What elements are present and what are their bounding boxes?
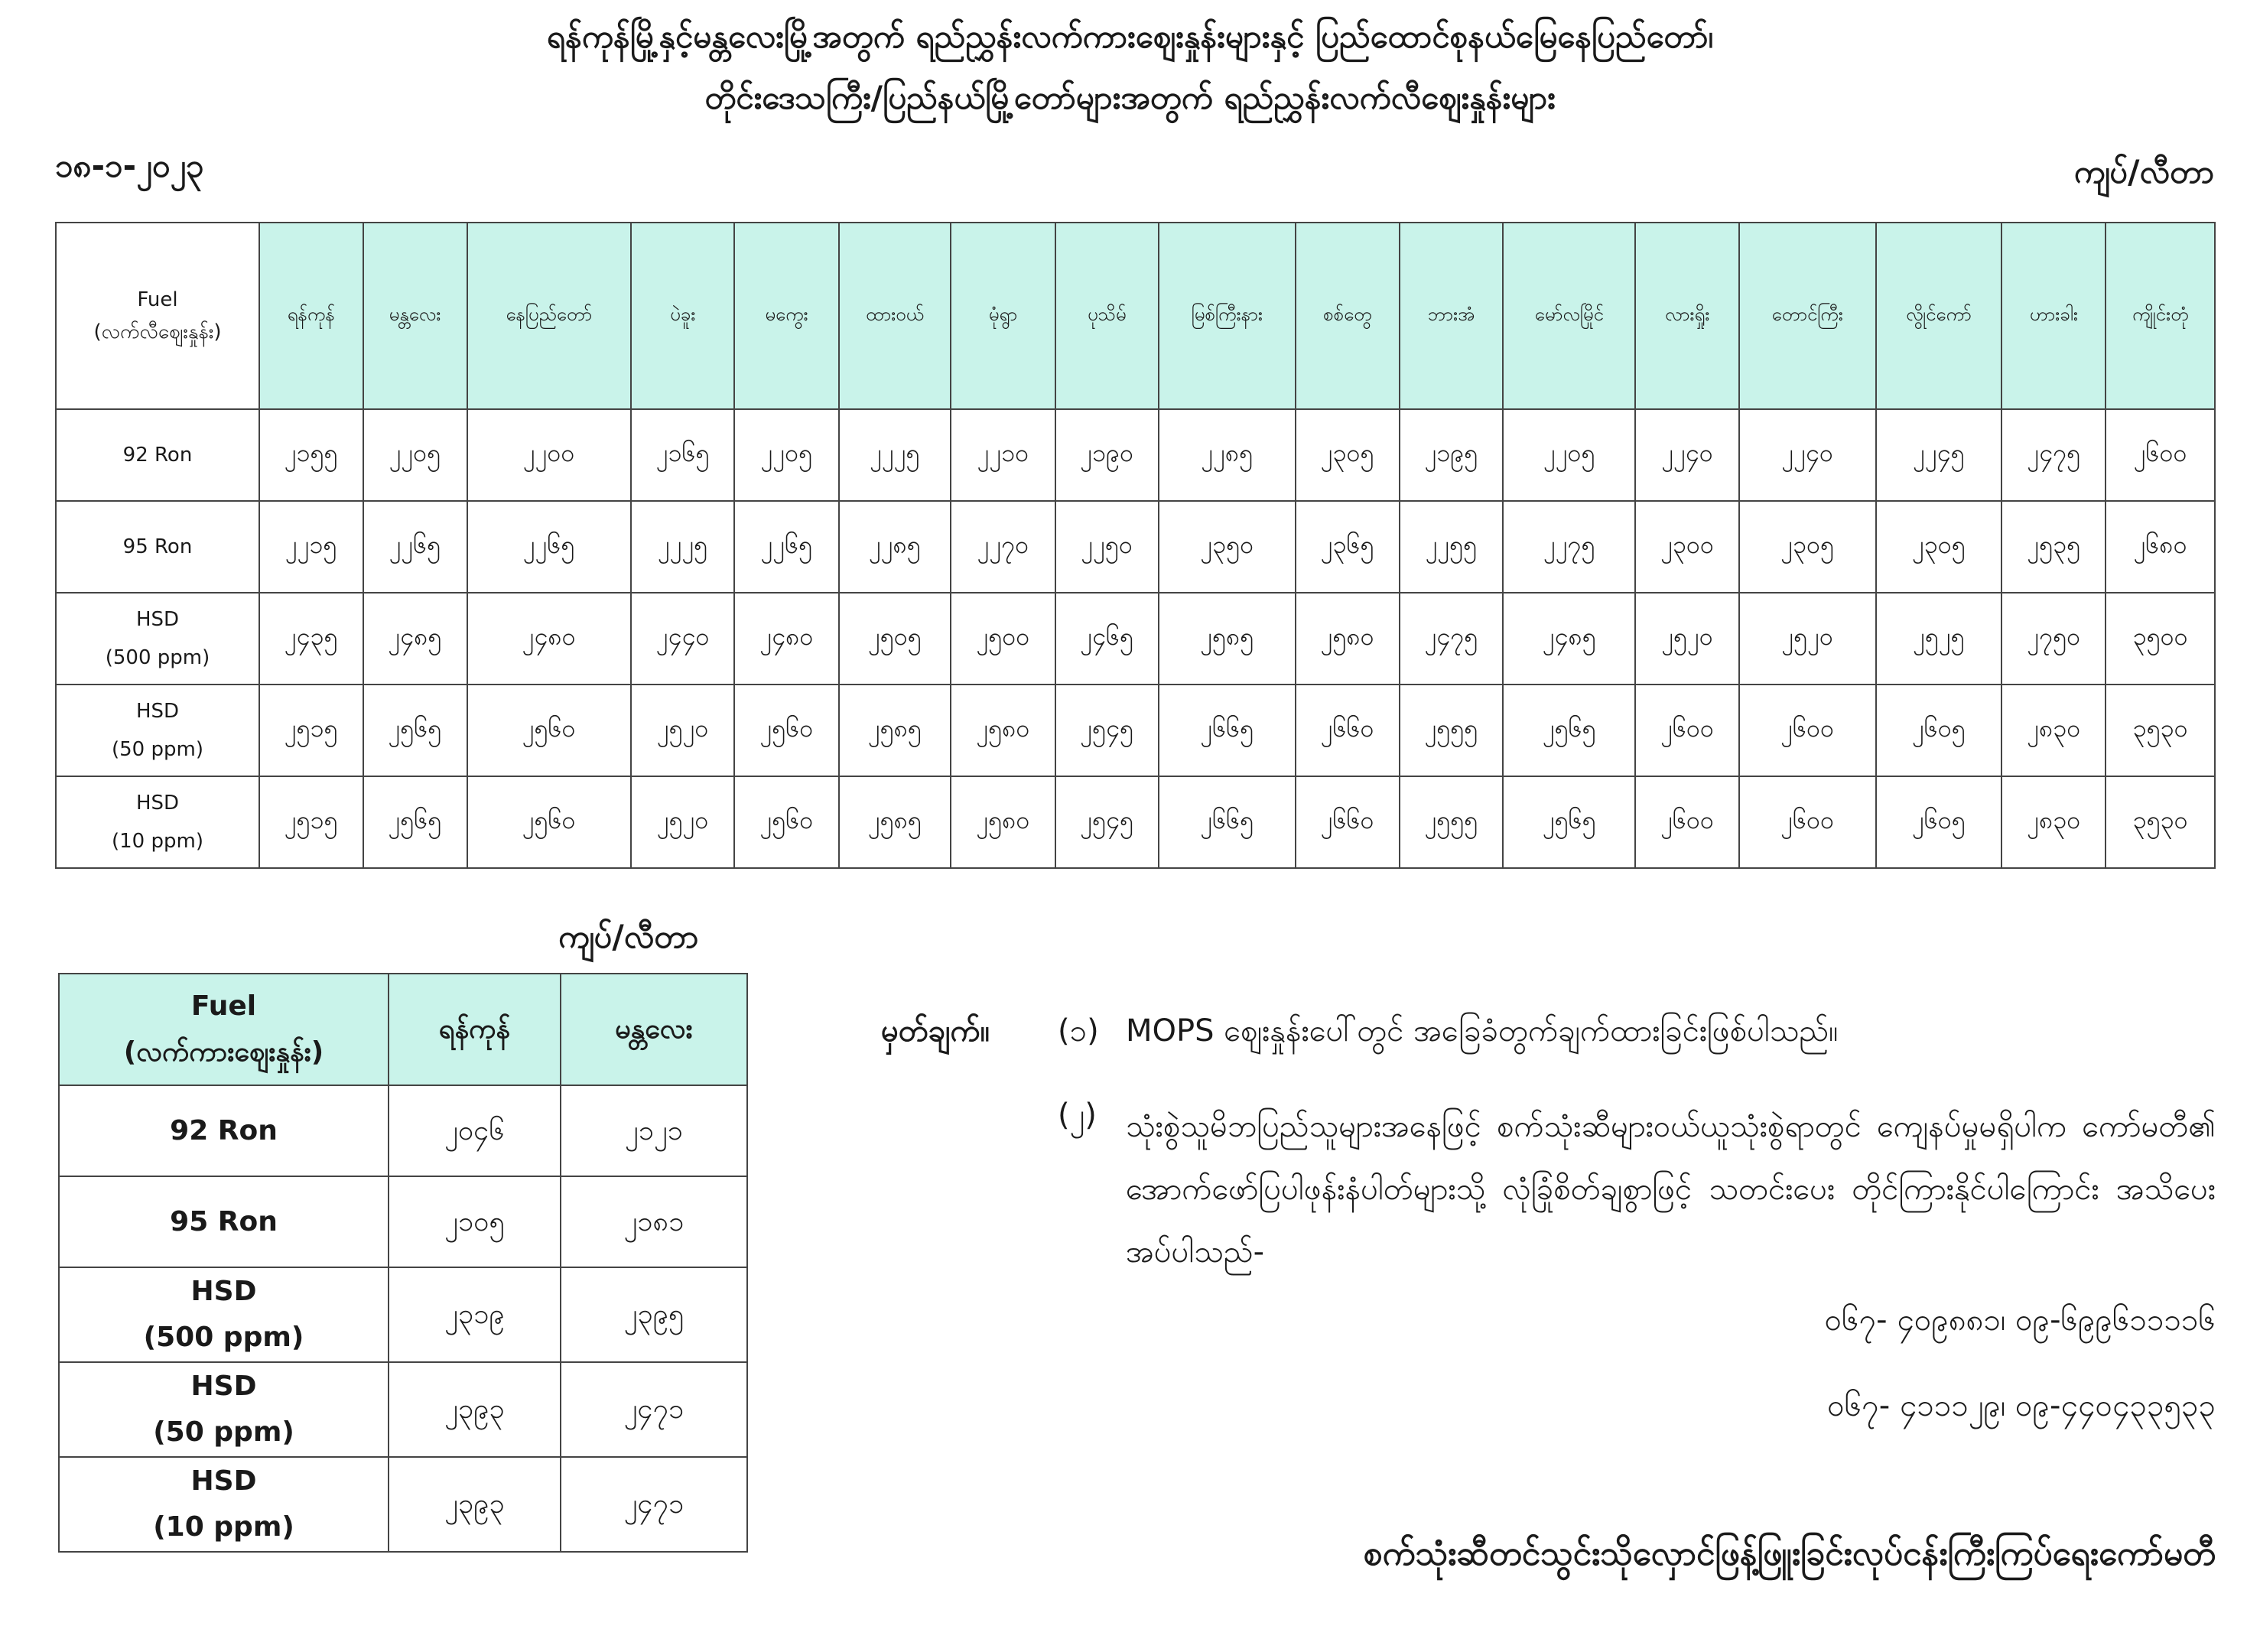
city-column-header: မော်လမြိုင်: [1503, 223, 1635, 409]
city-column-header: မန္တလေး: [561, 974, 747, 1085]
table-row: [56, 685, 2215, 776]
price-cell: ၂၅၈၀: [1296, 593, 1400, 685]
price-cell: ၂၃၆၅: [1296, 501, 1400, 593]
price-cell: ၂၃၉၃: [389, 1362, 561, 1457]
price-cell: ၂၂၅၀: [1055, 501, 1159, 593]
price-cell: ၂၅၈၀: [951, 685, 1055, 776]
notes-label: မှတ်ချက်။: [881, 1013, 990, 1049]
price-cell: ၂၆၆၅: [1159, 776, 1296, 868]
price-cell: ၂၁၆၅: [631, 409, 735, 501]
price-cell: ၂၆၀၅: [1876, 776, 2002, 868]
price-cell: ၂၃၀၅: [1876, 501, 2002, 593]
price-cell: ၂၈၃၀: [2001, 685, 2106, 776]
fuel-type-label: HSD: [135, 792, 180, 815]
price-cell: ၂၁၉၀: [1055, 409, 1159, 501]
city-column-header: မကွေး: [734, 223, 838, 409]
fuel-header-sublabel: (လက်ကားဈေးနှုန်း): [123, 1036, 324, 1068]
price-cell: ၂၆၀၀: [1739, 685, 1876, 776]
price-cell: ၂၄၇၅: [1400, 593, 1504, 685]
price-cell: ၂၅၄၅: [1055, 776, 1159, 868]
table-row: [56, 776, 2215, 868]
price-cell: ၂၆၆၅: [1159, 685, 1296, 776]
price-cell: ၂၃၅၀: [1159, 501, 1296, 593]
price-cell: ၂၅၆၅: [363, 776, 467, 868]
wholesale-price-table: [58, 973, 748, 1553]
price-cell: ၂၅၆၅: [1503, 685, 1635, 776]
table-row: [59, 1267, 747, 1362]
fuel-type-label: HSD: [190, 1465, 257, 1497]
fuel-type-cell: [59, 1176, 389, 1267]
price-cell: ၂၇၅၀: [2001, 593, 2106, 685]
fuel-header-label: Fuel: [137, 288, 178, 311]
price-cell: ၂၆၀၀: [1635, 685, 1739, 776]
committee-signature: စက်သုံးဆီတင်သွင်းသိုလှောင်ဖြန့်ဖြူးခြင်းလုပ်ငန်းကြီးကြပ်ရေးကော်မတီ: [1363, 1534, 2216, 1573]
price-cell: ၂၂၇၅: [1503, 501, 1635, 593]
price-cell: ၂၅၁၅: [259, 776, 363, 868]
price-cell: ၂၁၉၅: [1400, 409, 1504, 501]
price-cell: ၂၂၇၀: [951, 501, 1055, 593]
price-cell: ၂၅၂၀: [631, 776, 735, 868]
price-cell: ၂၃၀၀: [1635, 501, 1739, 593]
city-column-header: ကျိုင်းတုံ: [2106, 223, 2215, 409]
city-column-header: မြစ်ကြီးနား: [1159, 223, 1296, 409]
fuel-type-label: 92 Ron: [170, 1114, 278, 1146]
fuel-type-sublabel: (500 ppm): [143, 1322, 304, 1353]
city-column-header: ပဲခူး: [631, 223, 735, 409]
price-cell: ၂၅၆၀: [734, 685, 838, 776]
table-header-row: [56, 223, 2215, 409]
fuel-header-sublabel: (လက်လီဈေးနှုန်း): [93, 320, 222, 343]
price-cell: ၂၁၂၁: [561, 1085, 747, 1176]
price-cell: ၂၂၈၅: [1159, 409, 1296, 501]
fuel-type-cell: [56, 409, 259, 501]
city-column-header: ဘားအံ: [1400, 223, 1504, 409]
price-cell: ၂၂၆၅: [734, 501, 838, 593]
unit-label-wholesale: ကျပ်/လီတာ: [558, 918, 699, 955]
price-cell: ၂၂၂၅: [839, 409, 951, 501]
price-cell: ၂၂၀၅: [1503, 409, 1635, 501]
city-column-header: မုံရွာ: [951, 223, 1055, 409]
price-cell: ၂၄၆၅: [1055, 593, 1159, 685]
price-cell: ၂၅၈၅: [839, 776, 951, 868]
price-cell: ၂၆၈၀: [2106, 501, 2215, 593]
price-cell: ၂၄၇၁: [561, 1362, 747, 1457]
price-cell: ၂၅၅၅: [1400, 776, 1504, 868]
price-cell: ၂၂၀၅: [734, 409, 838, 501]
price-cell: ၂၃၉၃: [389, 1457, 561, 1552]
city-column-header: လွိုင်ကော်: [1876, 223, 2002, 409]
fuel-column-header: [56, 223, 259, 409]
price-cell: ၂၄၇၁: [561, 1457, 747, 1552]
price-cell: ၂၅၆၅: [1503, 776, 1635, 868]
date-label: ၁၈-၁-၂၀၂၃: [55, 147, 204, 184]
price-cell: ၂၃၀၅: [1739, 501, 1876, 593]
fuel-type-cell: [56, 685, 259, 776]
price-cell: ၂၂၄၅: [1876, 409, 2002, 501]
price-cell: ၂၂၂၅: [631, 501, 735, 593]
price-cell: ၂၄၈၀: [734, 593, 838, 685]
city-column-header: ထားဝယ်: [839, 223, 951, 409]
table-row: [56, 501, 2215, 593]
price-cell: ၂၁၅၅: [259, 409, 363, 501]
page-title-line-2: တိုင်းဒေသကြီး/ပြည်နယ်မြို့တော်များအတွက် ရည်ညွှန်းလက်လီဈေးနှုန်းများ: [704, 79, 1556, 116]
price-cell: ၂၅၀၀: [951, 593, 1055, 685]
price-cell: ၂၄၈၀: [467, 593, 631, 685]
fuel-type-cell: [56, 593, 259, 685]
price-cell: ၂၅၀၅: [839, 593, 951, 685]
price-cell: ၂၅၆၅: [363, 685, 467, 776]
table-row: [56, 409, 2215, 501]
price-cell: ၂၅၄၅: [1055, 685, 1159, 776]
price-cell: ၂၂၈၅: [839, 501, 951, 593]
fuel-type-cell: [56, 501, 259, 593]
price-cell: ၂၃၀၅: [1296, 409, 1400, 501]
price-cell: ၂၆၆၀: [1296, 685, 1400, 776]
price-cell: ၂၆၀၀: [2106, 409, 2215, 501]
fuel-type-label: 95 Ron: [170, 1205, 278, 1237]
table-row: [59, 1176, 747, 1267]
price-cell: ၂၅၂၅: [1876, 593, 2002, 685]
price-cell: ၂၄၈၅: [363, 593, 467, 685]
price-cell: ၂၅၂၀: [631, 685, 735, 776]
fuel-column-header: [59, 974, 389, 1085]
note-number: (၁): [1058, 1013, 1099, 1049]
fuel-type-cell: [59, 1362, 389, 1457]
fuel-type-cell: [59, 1457, 389, 1552]
fuel-type-sublabel: (50 ppm): [112, 738, 203, 761]
price-cell: ၂၃၁၉: [389, 1267, 561, 1362]
price-cell: ၂၄၈၅: [1503, 593, 1635, 685]
price-cell: ၂၂၄၀: [1635, 409, 1739, 501]
fuel-header-label: Fuel: [190, 990, 257, 1022]
price-cell: ၂၄၇၅: [2001, 409, 2106, 501]
price-cell: ၂၂၆၅: [363, 501, 467, 593]
city-column-header: တောင်ကြီး: [1739, 223, 1876, 409]
fuel-type-sublabel: (10 ppm): [153, 1511, 294, 1543]
price-cell: ၂၄၃၅: [259, 593, 363, 685]
price-cell: ၂၅၅၅: [1400, 685, 1504, 776]
price-cell: ၂၂၅၅: [1400, 501, 1504, 593]
fuel-type-label: 95 Ron: [122, 535, 193, 558]
fuel-type-label: HSD: [190, 1276, 257, 1307]
price-cell: ၂၅၆၀: [467, 776, 631, 868]
table-row: [56, 593, 2215, 685]
price-cell: ၂၃၉၅: [561, 1267, 747, 1362]
table-header-row: [59, 974, 747, 1085]
city-column-header: ရန်ကုန်: [259, 223, 363, 409]
note-text: MOPS ဈေးနှုန်းပေါ်တွင် အခြေခံတွက်ချက်ထားခြင်းဖြစ်ပါသည်။: [1126, 1013, 1839, 1049]
price-cell: ၂၂၀၀: [467, 409, 631, 501]
price-cell: ၂၅၁၅: [259, 685, 363, 776]
unit-label-retail: ကျပ်/လီတာ: [2073, 153, 2214, 190]
fuel-type-sublabel: (10 ppm): [112, 830, 203, 853]
fuel-type-cell: [59, 1085, 389, 1176]
retail-price-table: [55, 222, 2216, 869]
city-column-header: ရန်ကုန်: [389, 974, 561, 1085]
city-column-header: နေပြည်တော်: [467, 223, 631, 409]
price-cell: ၂၅၈၀: [951, 776, 1055, 868]
table-row: [59, 1362, 747, 1457]
price-cell: ၂၂၄၀: [1739, 409, 1876, 501]
price-cell: ၂၄၄၀: [631, 593, 735, 685]
note-text: သုံးစွဲသူမိဘပြည်သူများအနေဖြင့် စက်သုံးဆီများဝယ်ယူသုံးစွဲရာတွင် ကျေနပ်မှုမရှိပါက ကော်မတီ၏ အောက်ဖော်ပြပါဖုန်းနံပါတ်များသို့ လုံခြုံစိတ်ချစွာဖြင့် သတင်းပေး တိုင်ကြားနိုင်ပါကြောင်း အသိပေးအပ်ပါသည်-: [1126, 1109, 2216, 1270]
city-column-header: စစ်တွေ: [1296, 223, 1400, 409]
city-column-header: လားရှိုး: [1635, 223, 1739, 409]
price-cell: ၂၈၃၀: [2001, 776, 2106, 868]
table-row: [59, 1085, 747, 1176]
price-cell: ၂၅၈၅: [839, 685, 951, 776]
price-cell: ၂၅၆၀: [734, 776, 838, 868]
price-cell: ၂၆၀၀: [1635, 776, 1739, 868]
price-cell: ၂၁၀၅: [389, 1176, 561, 1267]
price-cell: ၂၂၆၅: [467, 501, 631, 593]
fuel-type-label: 92 Ron: [122, 444, 193, 467]
price-cell: ၂၆၆၀: [1296, 776, 1400, 868]
city-column-header: ပုသိမ်: [1055, 223, 1159, 409]
price-cell: ၂၅၂၀: [1739, 593, 1876, 685]
price-cell: ၂၂၀၅: [363, 409, 467, 501]
table-row: [59, 1457, 747, 1552]
price-cell: ၂၂၁၅: [259, 501, 363, 593]
price-cell: ၂၅၆၀: [467, 685, 631, 776]
fuel-type-cell: [59, 1267, 389, 1362]
fuel-type-sublabel: (500 ppm): [105, 646, 210, 669]
price-cell: ၂၆၀၅: [1876, 685, 2002, 776]
price-cell: ၃၅၃၀: [2106, 776, 2215, 868]
price-cell: ၂၆၀၀: [1739, 776, 1876, 868]
price-cell: ၂၁၈၁: [561, 1176, 747, 1267]
price-cell: ၂၀၄၆: [389, 1085, 561, 1176]
fuel-type-label: HSD: [190, 1371, 257, 1402]
price-cell: ၂၅၈၅: [1159, 593, 1296, 685]
fuel-type-sublabel: (50 ppm): [153, 1416, 294, 1448]
note-number: (၂): [1058, 1098, 1097, 1133]
price-cell: ၂၅၂၀: [1635, 593, 1739, 685]
city-column-header: မန္တလေး: [363, 223, 467, 409]
fuel-type-cell: [56, 776, 259, 868]
price-cell: ၂၅၃၅: [2001, 501, 2106, 593]
phone-numbers: ၀၆၇- ၄၁၁၁၂၉၊ ၀၉-၄၄၀၄၃၃၅၃၃: [1827, 1388, 2216, 1423]
price-cell: ၂၂၁၀: [951, 409, 1055, 501]
price-cell: ၃၅၀၀: [2106, 593, 2215, 685]
price-cell: ၃၅၃၀: [2106, 685, 2215, 776]
fuel-type-label: HSD: [135, 608, 180, 631]
city-column-header: ဟားခါး: [2001, 223, 2106, 409]
page-title-line-1: ရန်ကုန်မြို့နှင့်မန္တလေးမြို့အတွက် ရည်ညွှန်းလက်ကားဈေးနှုန်းများနှင့် ပြည်ထောင်စုနယ်မြေနေပြည်တော်၊: [546, 18, 1714, 55]
fuel-type-label: HSD: [135, 700, 180, 723]
phone-numbers: ၀၆၇- ၄၀၉၈၈၁၊ ၀၉-၆၉၉၆၁၁၁၁၆: [1824, 1302, 2216, 1338]
